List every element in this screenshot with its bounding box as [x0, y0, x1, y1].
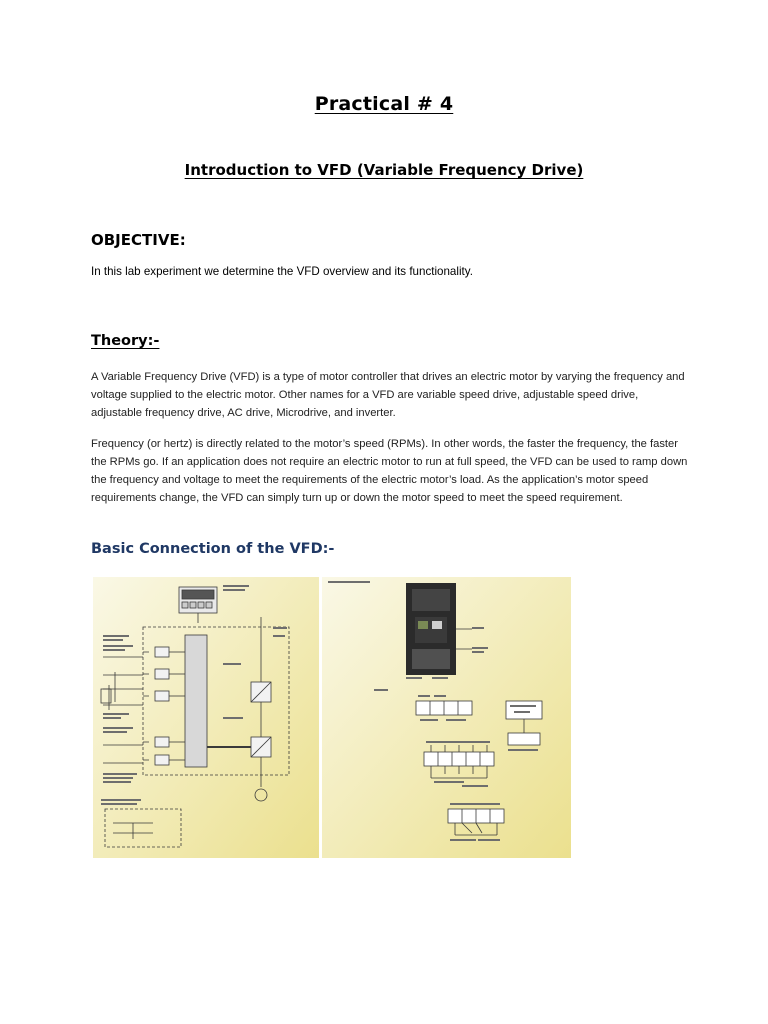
objective-heading: OBJECTIVE: — [91, 231, 186, 249]
page-title: Practical # 4 — [314, 93, 454, 115]
basic-connection-heading: Basic Connection of the VFD:- — [91, 541, 335, 557]
theory-paragraph-1: A Variable Frequency Drive (VFD) is a type of motor controller that drives an electric motor by varying the frequency and voltage supplied to the electric motor. Other names for a VFD are variable speed drive, adjustable speed drive, adjustable frequency drive, AC drive, Microdrive, and inverter. — [91, 371, 685, 419]
theory-heading: Theory:- — [91, 333, 160, 349]
objective-text: In this lab experiment we determine the VFD overview and its functionality. — [91, 265, 473, 278]
theory-paragraph-2: Frequency (or hertz) is directly related to the motor’s speed (RPMs). In other words, the faster the frequency, the faster the RPMs go. If an application does not require an electric motor to run at full speed, the VFD can be used to ramp down the frequency and voltage to meet the requirements of the electric motor’s load. As the application’s motor speed requirements change, the VFD can simply turn up or down the motor speed to meet the speed requirement. — [91, 438, 688, 504]
vfd-block-diagram-figure — [93, 577, 319, 858]
page-subtitle: Introduction to VFD (Variable Frequency Drive) — [184, 161, 584, 179]
vfd-terminal-layout-figure — [322, 577, 571, 858]
